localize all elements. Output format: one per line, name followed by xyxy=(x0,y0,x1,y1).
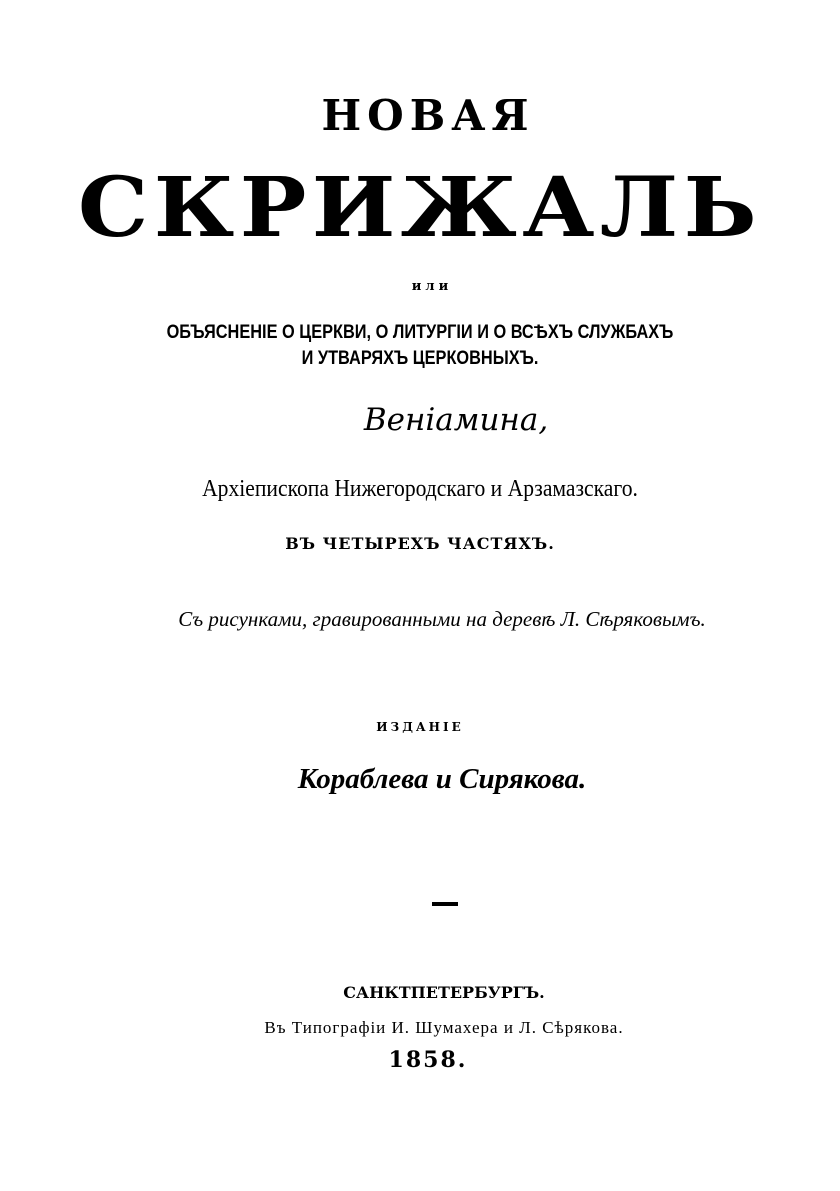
edition-label: ИЗДАНІЕ xyxy=(376,720,464,734)
imprint-city: САНКТПЕТЕРБУРГЪ. xyxy=(343,983,545,1002)
separator-rule xyxy=(432,902,458,906)
author-name: Веніамина, xyxy=(363,402,549,438)
title-line-2: СКРИЖАЛЬ xyxy=(77,160,763,256)
imprint-year: 1858. xyxy=(388,1047,468,1073)
imprint-printer: Въ Типографіи И. Шумахера и Л. Сѣрякова. xyxy=(264,1018,624,1037)
parts-count: ВЪ ЧЕТЫРЕХЪ ЧАСТЯХЪ. xyxy=(285,534,555,553)
author-title: Архіепископа Нижегородскаго и Арзамазскаго. xyxy=(202,476,638,502)
publishers: Кораблева и Сирякова. xyxy=(297,763,587,795)
illustrations-note: Съ рисунками, гравированными на деревѣ Л. Сѣряковымъ. xyxy=(178,607,706,631)
conjunction-or: или xyxy=(411,279,453,294)
subtitle-line-2: И УТВАРЯХЪ ЦЕРКОВНЫХЪ. xyxy=(301,348,539,369)
title-line-1: НОВАЯ xyxy=(321,91,535,140)
subtitle-line-1: ОБЪЯСНЕНІЕ О ЦЕРКВИ, О ЛИТУРГІИ И О ВСѢХЪ СЛУЖБАХЪ xyxy=(166,322,674,343)
